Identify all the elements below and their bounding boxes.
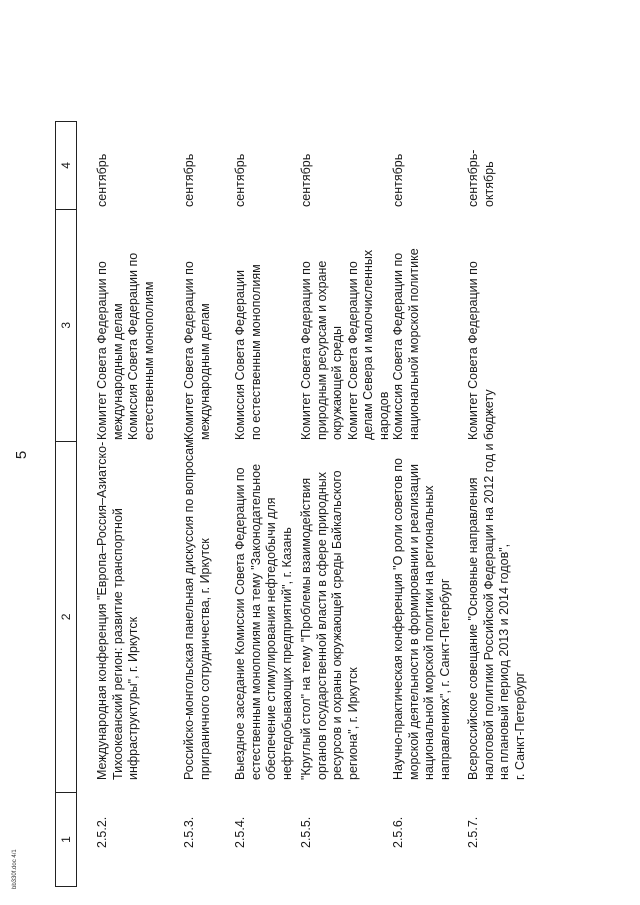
- organizer-line: национальной морской политике: [406, 248, 421, 440]
- row-number-line: 2.5.5.: [299, 816, 313, 848]
- date-line: сентябрь: [233, 153, 247, 207]
- event-title-line: приграничного сотрудничества, г. Иркутск: [197, 538, 212, 780]
- row-number: [466, 788, 482, 848]
- organizer: [95, 215, 157, 440]
- row-number: [391, 788, 407, 848]
- date: [95, 127, 111, 207]
- table-header: [55, 121, 77, 887]
- event-title: [299, 460, 361, 780]
- organizer-line: Комитет Совета Федерации по: [182, 261, 196, 440]
- event-title-line: Выездное заседание Комиссии Совета Федерации по: [233, 467, 247, 780]
- event-title-line: национальной морской политики на региональных: [422, 485, 437, 780]
- organizer-line: народов: [376, 391, 391, 440]
- organizer: [299, 215, 393, 440]
- organizer-line: окружающей среды: [330, 325, 345, 440]
- event-title-line: налоговой политики Российской Федерации на 2012 год и: [481, 443, 496, 780]
- event-title-line: Международная конференция "Европа–Россия–Азиатско-: [95, 441, 109, 780]
- event-title-line: Тихоокеанский регион: развитие транспортной: [110, 508, 125, 780]
- row-number-line: 2.5.3.: [182, 816, 196, 848]
- date: [391, 127, 407, 207]
- row-number: [299, 788, 315, 848]
- organizer-line: делам Севера и малочисленных: [361, 249, 376, 440]
- event-title-line: инфраструктуры", г. Иркутск: [126, 616, 141, 780]
- event-title-line: ресурсов и охраны окружающей среды Байкальского: [330, 470, 345, 780]
- date-line: октябрь: [481, 161, 496, 207]
- organizer: [466, 215, 497, 440]
- organizer-line: Комитет Совета Федерации по: [299, 261, 313, 440]
- page-number: 5: [13, 450, 30, 460]
- header-col-1: 1: [56, 792, 76, 886]
- row-number-line: 2.5.6.: [391, 816, 405, 848]
- organizer: [233, 215, 264, 440]
- row-number-line: 2.5.7.: [466, 816, 480, 848]
- organizer-line: Комиссия Совета Федерации по: [391, 252, 405, 440]
- event-title-line: Научно-практическая конференция "О роли советов по: [391, 458, 405, 780]
- date-line: сентябрь: [182, 153, 196, 207]
- date: [299, 127, 315, 207]
- event-title: [233, 460, 295, 780]
- date: [233, 127, 249, 207]
- header-col-3: 3: [56, 209, 76, 441]
- event-title-line: нефтедобывающих предприятий", г. Казань: [279, 527, 294, 780]
- organizer-line: Комиссия Совета Федерации: [233, 269, 247, 440]
- organizer-line: бюджету: [481, 389, 496, 440]
- organizer-line: природным ресурсам и охране: [314, 260, 329, 440]
- event-title-line: органов государственной власти в сфере природных: [314, 471, 329, 780]
- date-line: сентябрь: [391, 153, 405, 207]
- organizer-line: Комитет Совета Федерации по: [345, 261, 360, 440]
- date: [466, 127, 497, 207]
- event-title: [466, 443, 528, 780]
- row-number: [233, 788, 249, 848]
- event-title-line: Всероссийское совещание "Основные направления: [466, 477, 480, 780]
- header-col-4: 4: [56, 121, 76, 209]
- date: [182, 127, 198, 207]
- event-title: [182, 439, 213, 780]
- organizer-line: международным делам: [197, 303, 212, 440]
- organizer: [182, 215, 213, 440]
- row-number: [95, 788, 111, 848]
- organizer: [391, 215, 422, 440]
- event-title-line: "Круглый стол" на тему "Проблемы взаимодействия: [299, 477, 313, 780]
- date-line: сентябрь: [299, 153, 313, 207]
- date-line: сентябрь: [95, 153, 109, 207]
- row-number: [182, 788, 198, 848]
- event-title-line: г. Санкт-Петербург: [512, 671, 527, 780]
- file-id: bb330f.doc 4/1: [12, 849, 18, 889]
- organizer-line: по естественным монополиям: [248, 264, 263, 440]
- organizer-line: Комитет Совета Федерации по: [466, 261, 480, 440]
- organizer-line: международным делам: [110, 303, 125, 440]
- date-line: сентябрь-: [466, 149, 480, 207]
- row-number-line: 2.5.4.: [233, 816, 247, 848]
- event-title: [391, 460, 453, 780]
- event-title-line: на плановый период 2013 и 2014 годов",: [497, 543, 512, 780]
- organizer-line: Комитет Совета Федерации по: [95, 261, 109, 440]
- event-title-line: направлениях", г. Санкт-Петербург: [437, 578, 452, 780]
- event-title-line: региона", г. Иркутск: [345, 667, 360, 780]
- event-title-line: естественным монополиям на тему "Законодательное: [248, 463, 263, 780]
- event-title: [95, 441, 142, 780]
- row-number-line: 2.5.2.: [95, 816, 109, 848]
- event-title-line: обеспечение стимулирования нефтедобычи для: [264, 497, 279, 780]
- event-title-line: морской деятельности в формировании и реализации: [406, 464, 421, 780]
- organizer-line: Комиссия Совета Федерации по: [126, 252, 141, 440]
- event-title-line: Российско-монгольская панельная дискуссия по вопросам: [182, 439, 196, 780]
- organizer-line: естественным монополиям: [141, 281, 156, 440]
- header-col-2: 2: [56, 441, 76, 793]
